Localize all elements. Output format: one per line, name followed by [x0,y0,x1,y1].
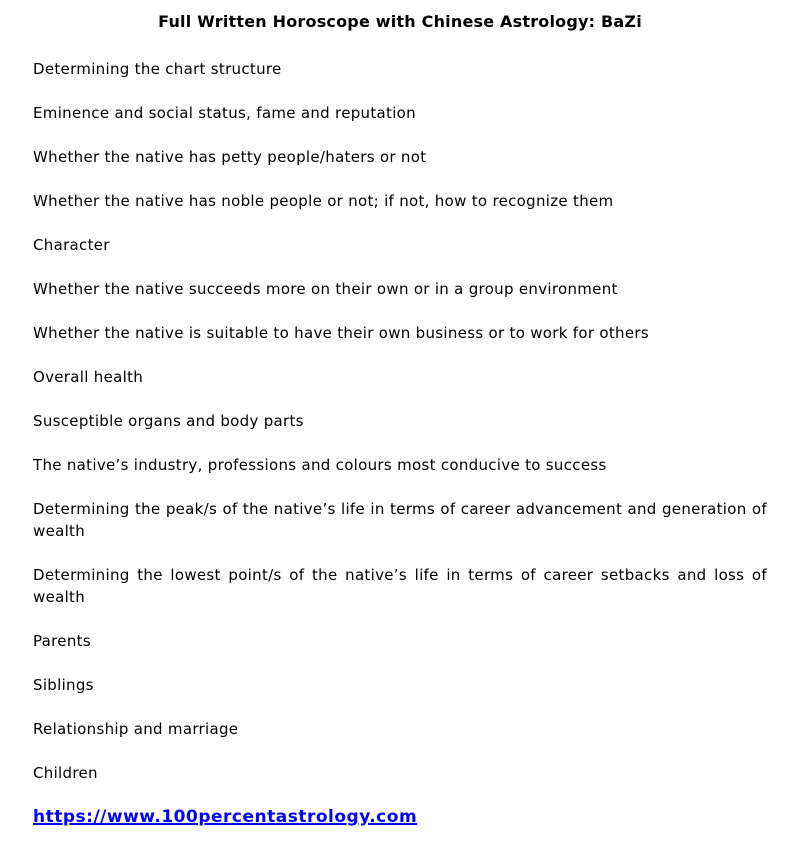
topic-item-parents: Parents [33,632,91,650]
website-link-row [33,806,767,828]
topic-item-own-or-group: Whether the native succeeds more on their own or in a group environment [33,280,618,298]
page-title: Full Written Horoscope with Chinese Astrology: BaZi [158,12,642,31]
topic-item-life-lows: Determining the lowest point/s of the native’s life in terms of career setbacks and loss of wealth [33,566,767,606]
topic-item-eminence: Eminence and social status, fame and reputation [33,104,416,122]
topic-item-chart-structure: Determining the chart structure [33,60,282,78]
topic-item-petty-people: Whether the native has petty people/haters or not [33,148,427,166]
topic-item-susceptible-organs: Susceptible organs and body parts [33,412,304,430]
topic-item-noble-people: Whether the native has noble people or not; if not, how to recognize them [33,192,614,210]
website-link[interactable]: https://www.100percentastrology.com [33,807,418,827]
topic-item-industry-professions: The native’s industry, professions and colours most conducive to success [33,456,607,474]
topic-item-siblings: Siblings [33,676,94,694]
topic-item-overall-health: Overall health [33,368,144,386]
topic-item-children: Children [33,764,98,782]
topic-item-business-or-work: Whether the native is suitable to have their own business or to work for others [33,324,649,342]
topic-item-life-peaks: Determining the peak/s of the native’s life in terms of career advancement and generation of wealth [33,500,767,540]
topic-item-relationship-marriage: Relationship and marriage [33,720,239,738]
topic-item-character: Character [33,236,110,254]
